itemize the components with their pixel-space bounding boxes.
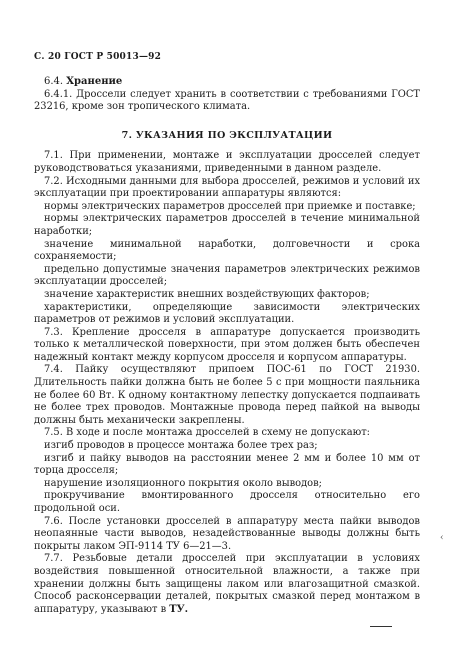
section-6-4-heading [44, 76, 420, 89]
section-7-title: 7. УКАЗАНИЯ ПО ЭКСПЛУАТАЦИИ [121, 129, 333, 141]
list-item-7-2-a: нормы электрических параметров дросселей при приемке и поставке; [44, 200, 416, 212]
paragraph-7-7-end: ТУ. [169, 603, 189, 615]
paragraph-7-1: 7.1. При применении, монтаже и эксплуатации дросселей следует руководствоваться указаниями, приведенными в данном разделе. [34, 150, 420, 174]
paragraph-7-6: 7.6. После установки дросселей в аппаратуру места пайки выводов неопаянные части выводов, незадействованные выводы должны быть покрыты лаком ЭП-9114 ТУ 6—21—3. [34, 515, 420, 552]
margin-mark: ‹ [440, 533, 444, 543]
end-rule [370, 626, 392, 627]
paragraph-7-7-text: 7.7. Резьбовые детали дросселей при эксплуатации в условиях воздействия повышенной относительной влажности, а также при хранении должны быть защищены лаком или влагозащитной смазкой. Способ расконсервации деталей, покрытых смазкой перед монтажом в аппаратуру, указывают в [34, 553, 420, 615]
list-item-7-2-c: значение минимальной наработки, долговечности и срока сохраняемости; [34, 238, 420, 263]
list-item-7-2-e: значение характеристик внешних воздействующих факторов; [44, 288, 370, 300]
list-item-7-5-c: нарушение изоляционного покрытия около выводов; [44, 477, 322, 489]
paragraph-7-4: 7.4. Пайку осуществляют припоем ПОС-61 по ГОСТ 21930. Длительность пайки должна быть не более 5 с при мощности паяльника не более 60 Вт. К одному контактному лепестку допускается подпаивать не более трех проводов. Монтажные провода перед пайкой на выводы должны быть механически закреплены. [34, 364, 420, 426]
list-item-7-5-b: изгиб и пайку выводов на расстоянии менее 2 мм и более 10 мм от торца дросселя; [34, 452, 420, 477]
section-6-4-title: Хранение [66, 76, 123, 87]
paragraph-7-7 [34, 553, 420, 616]
page-body [34, 76, 420, 616]
page-header: С. 20 ГОСТ Р 50013—92 [34, 52, 162, 62]
list-item-7-2-b: нормы электрических параметров дросселей в течение минимальной наработки; [34, 213, 420, 237]
list-item-7-5-a: изгиб проводов в процессе монтажа более трех раз; [44, 440, 318, 452]
paragraph-6-4-1: 6.4.1. Дроссели следует хранить в соответствии с требованиями ГОСТ 23216, кроме зон тропического климата. [34, 88, 420, 113]
list-item-7-5-d: прокручивание вмонтированного дросселя относительно его продольной оси. [34, 490, 420, 514]
list-item-7-2-d: предельно допустимые значения параметров электрических режимов эксплуатации дросселей; [34, 263, 420, 288]
paragraph-7-5: 7.5. В ходе и после монтажа дросселей в схему не допускают: [44, 427, 370, 439]
section-6-4-number: 6.4. [44, 76, 64, 87]
paragraph-7-2: 7.2. Исходными данными для выбора дросселей, режимов и условий их эксплуатации при проектировании аппаратуры являются: [34, 175, 421, 200]
paragraph-7-3: 7.3. Крепление дросселя в аппаратуре допускается производить только к металлической поверхности, при этом должен быть обеспечен надежный контакт между корпусом дросселя и корпусом аппаратуры. [34, 326, 420, 363]
list-item-7-2-f: характеристики, определяющие зависимости электрических параметров от режимов и условий эксплуатации. [34, 301, 420, 326]
